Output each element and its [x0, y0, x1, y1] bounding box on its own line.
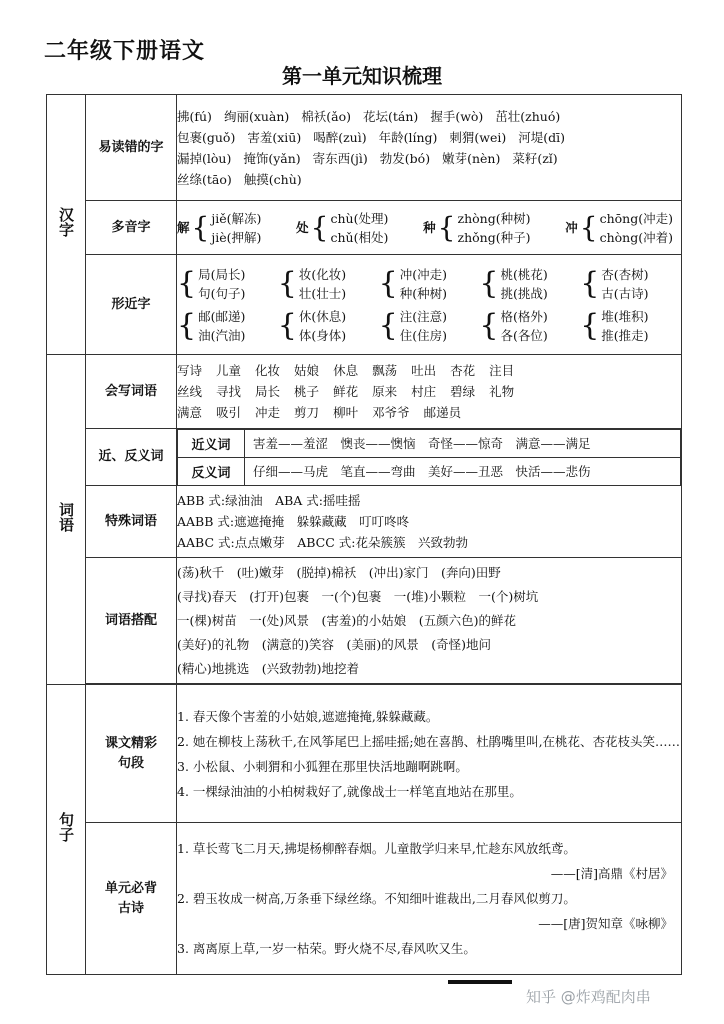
easy-misread-content — [177, 95, 682, 201]
polyphonic-content — [177, 201, 682, 255]
write-words-line — [177, 381, 681, 402]
misread-word: 丝绦(tāo) — [177, 171, 232, 187]
misread-word: 绚丽(xuàn) — [223, 108, 290, 124]
misread-line — [177, 127, 681, 148]
brace-icon: { — [277, 307, 297, 343]
brace-icon: { — [378, 307, 398, 343]
misread-line — [177, 106, 681, 127]
similar-word: 种(种树) — [399, 285, 447, 301]
poem-text: 3. 离离原上草,一岁一枯荣。野火烧不尽,春风吹又生。 — [177, 941, 476, 956]
collocation-line: (寻找)春天 (打开)包裹 一(个)包裹 一(堆)小颗粒 一(个)树坑 — [177, 588, 539, 604]
polyphonic-group — [423, 209, 530, 247]
similar-word: 各(各位) — [500, 327, 548, 343]
write-word: 杏花 — [450, 363, 476, 378]
similar-label: 形近字 — [86, 255, 177, 355]
misread-word: 喝醉(zuì) — [313, 129, 367, 145]
misread-line — [177, 148, 681, 169]
write-word: 飘荡 — [372, 363, 398, 378]
similar-word: 油(汽油) — [198, 327, 246, 343]
passages-content — [177, 685, 682, 823]
easy-misread-label: 易读错的字 — [86, 95, 177, 201]
special-label: 特殊词语 — [86, 486, 177, 558]
similar-word: 注(注意) — [399, 308, 447, 324]
brace-icon: { — [177, 265, 197, 301]
antonym-label: 反义词 — [178, 458, 245, 486]
syn-ant-label: 近、反义词 — [86, 429, 177, 486]
passage-item: 3. 小松鼠、小刺猬和小狐狸在那里快活地蹦啊跳啊。 — [177, 758, 468, 774]
misread-word: 河堤(dī) — [518, 129, 566, 145]
misread-word: 年龄(líng) — [378, 129, 438, 145]
unit-title: 第一单元知识梳理 — [282, 64, 442, 88]
misread-word: 茁壮(zhuó) — [495, 108, 561, 124]
write-words-line — [177, 360, 681, 381]
similar-pair — [379, 264, 480, 304]
polyphonic-group — [296, 209, 388, 247]
polyphonic-reading: chǔ(相处) — [330, 229, 389, 245]
brace-icon: { — [177, 307, 197, 343]
brace-icon: { — [580, 265, 600, 301]
write-word: 桃子 — [294, 384, 320, 399]
write-word: 原来 — [372, 384, 398, 399]
similar-pair — [278, 306, 379, 346]
misread-word: 刺猬(wei) — [449, 129, 507, 145]
misread-word: 漏掉(lòu) — [177, 150, 232, 166]
collocation-line: (美好)的礼物 (满意的)笑容 (美丽)的风景 (奇怪)地问 — [177, 636, 492, 652]
write-word: 休息 — [333, 363, 359, 378]
poem-text: 2. 碧玉妆成一树高,万条垂下绿丝绦。不知细叶谁裁出,二月春风似剪刀。 — [177, 891, 576, 906]
section-hanzi: 汉字 — [47, 95, 86, 355]
write-word: 化妆 — [255, 363, 281, 378]
brace-icon: { — [580, 307, 600, 343]
misread-word: 嫩芽(nèn) — [442, 150, 501, 166]
passage-item: 2. 她在柳枝上荡秋千,在风筝尾巴上摇哇摇;她在喜鹊、杜鹃嘴里叫,在桃花、杏花枝头笑…… — [177, 733, 681, 749]
section-ciyu: 词语 — [47, 355, 86, 685]
similar-pair — [580, 264, 681, 304]
write-word: 写诗 — [177, 363, 203, 378]
misread-word: 握手(wò) — [430, 108, 484, 124]
write-words-line — [177, 402, 681, 423]
similar-word: 体(身体) — [298, 327, 347, 343]
similar-pair — [177, 264, 278, 304]
write-word: 局长 — [255, 384, 281, 399]
write-word: 寻找 — [216, 384, 242, 399]
brace-icon: { — [479, 265, 499, 301]
similar-word: 壮(壮士) — [298, 285, 347, 301]
special-content — [177, 486, 682, 558]
header-title: 二年级下册语文 — [44, 39, 206, 64]
section-juzi: 句子 — [47, 685, 86, 975]
poems-content — [177, 823, 682, 975]
write-word: 满意 — [177, 405, 203, 420]
similar-word: 格(格外) — [500, 308, 548, 324]
collocation-label: 词语搭配 — [86, 558, 177, 684]
similar-word: 住(住房) — [399, 327, 447, 343]
write-word: 剪刀 — [294, 405, 320, 420]
collocation-content — [177, 558, 682, 684]
brace-icon: { — [479, 307, 499, 343]
polyphonic-reading: chòng(冲着) — [599, 229, 673, 245]
poem-source: ——[唐]贺知章《咏柳》 — [538, 916, 673, 931]
similar-word: 局(局长) — [198, 266, 246, 282]
similar-word: 休(休息) — [298, 308, 347, 324]
polyphonic-reading: chù(处理) — [330, 210, 389, 226]
misread-word: 花坛(tán) — [363, 108, 419, 124]
similar-pair — [278, 264, 379, 304]
similar-pair — [479, 306, 580, 346]
similar-word: 推(推走) — [601, 327, 649, 343]
antonym-list: 仔细——马虎 笔直——弯曲 美好——丑恶 快活——悲伤 — [245, 458, 681, 486]
write-word: 姑娘 — [294, 363, 320, 378]
similar-word: 邮(邮递) — [198, 308, 246, 324]
write-words-content — [177, 355, 682, 429]
polyphonic-char: 处 — [296, 220, 309, 235]
misread-word: 菜籽(zǐ) — [512, 150, 558, 166]
polyphonic-char: 种 — [423, 220, 436, 235]
write-word: 碧绿 — [450, 384, 476, 399]
synonym-list: 害羞——羞涩 懊丧——懊恼 奇怪——惊奇 满意——满足 — [245, 430, 681, 458]
special-line: AABC 式:点点嫩芽 ABCC 式:花朵簇簇 兴致勃勃 — [177, 535, 468, 550]
brace-icon: { — [277, 265, 297, 301]
misread-line — [177, 169, 681, 190]
polyphonic-reading: jiè(押解) — [211, 229, 262, 245]
brace-icon: { — [579, 210, 598, 244]
polyphonic-label: 多音字 — [86, 201, 177, 255]
similar-word: 妆(化妆) — [298, 266, 347, 282]
brace-icon: { — [191, 210, 210, 244]
decorative-underline — [448, 980, 512, 984]
similar-word: 堆(堆积) — [601, 308, 649, 324]
collocation-line: (荡)秋千 (吐)嫩芽 (脱掉)棉袄 (冲出)家门 (奔向)田野 — [177, 564, 501, 580]
similar-pair — [177, 306, 278, 346]
similar-pair — [479, 264, 580, 304]
write-word: 注目 — [489, 363, 515, 378]
polyphonic-char: 冲 — [565, 220, 578, 235]
similar-content — [177, 255, 682, 355]
misread-word: 包裹(guǒ) — [177, 129, 236, 145]
misread-word: 棉袄(ǎo) — [301, 108, 352, 124]
similar-word: 挑(挑战) — [500, 285, 548, 301]
watermark: 知乎 @炸鸡配肉串 — [526, 988, 651, 1006]
polyphonic-reading: zhǒng(种子) — [457, 229, 531, 245]
brace-icon: { — [437, 210, 456, 244]
write-word: 礼物 — [489, 384, 515, 399]
passage-item: 1. 春天像个害羞的小姑娘,遮遮掩掩,躲躲藏藏。 — [177, 708, 439, 724]
misread-word: 勃发(bó) — [379, 150, 431, 166]
synonym-label: 近义词 — [178, 430, 245, 458]
similar-pair — [580, 306, 681, 346]
brace-icon: { — [378, 265, 398, 301]
polyphonic-group — [177, 209, 261, 247]
polyphonic-group — [565, 209, 673, 247]
brace-icon: { — [310, 210, 329, 244]
write-word: 邮递员 — [423, 405, 462, 420]
passages-label: 课文精彩句段 — [86, 685, 177, 823]
write-word: 丝线 — [177, 384, 203, 399]
poem-source: ——[清]高鼎《村居》 — [550, 866, 673, 881]
poems-label: 单元必背古诗 — [86, 823, 177, 975]
write-word: 吸引 — [216, 405, 242, 420]
collocation-line: (精心)地挑选 (兴致勃勃)地挖着 — [177, 660, 360, 676]
polyphonic-char: 解 — [177, 220, 190, 235]
write-word: 柳叶 — [333, 405, 359, 420]
write-word: 儿童 — [216, 363, 242, 378]
write-word: 冲走 — [255, 405, 281, 420]
write-words-label: 会写词语 — [86, 355, 177, 429]
misread-word: 害羞(xiū) — [247, 129, 302, 145]
polyphonic-reading: jiě(解冻) — [211, 210, 262, 226]
write-word: 鲜花 — [333, 384, 359, 399]
misread-word: 拂(fú) — [177, 108, 212, 124]
misread-word: 寄东西(jì) — [312, 150, 368, 166]
similar-word: 句(句子) — [198, 285, 246, 301]
special-line: ABB 式:绿油油 ABA 式:摇哇摇 — [177, 493, 361, 508]
misread-word: 掩饰(yǎn) — [243, 150, 301, 166]
knowledge-table — [46, 94, 682, 975]
similar-pair — [379, 306, 480, 346]
syn-ant-content — [177, 429, 682, 486]
write-word: 吐出 — [411, 363, 437, 378]
similar-word: 冲(冲走) — [399, 266, 447, 282]
similar-word: 桃(桃花) — [500, 266, 548, 282]
collocation-line: 一(棵)树苗 一(处)风景 (害羞)的小姑娘 (五颜六色)的鲜花 — [177, 612, 517, 628]
special-line: AABB 式:遮遮掩掩 躲躲藏藏 叮叮咚咚 — [177, 514, 410, 529]
similar-word: 古(古诗) — [601, 285, 649, 301]
write-word: 邓爷爷 — [372, 405, 410, 420]
poem-text: 1. 草长莺飞二月天,拂堤杨柳醉春烟。儿童散学归来早,忙趁东风放纸鸢。 — [177, 841, 576, 856]
similar-word: 杏(杏树) — [601, 266, 649, 282]
write-word: 村庄 — [411, 384, 437, 399]
polyphonic-reading: zhòng(种树) — [457, 210, 531, 226]
passage-item: 4. 一棵绿油油的小柏树栽好了,就像战士一样笔直地站在那里。 — [177, 783, 522, 799]
misread-word: 触摸(chù) — [243, 171, 302, 187]
polyphonic-reading: chōng(冲走) — [599, 210, 673, 226]
